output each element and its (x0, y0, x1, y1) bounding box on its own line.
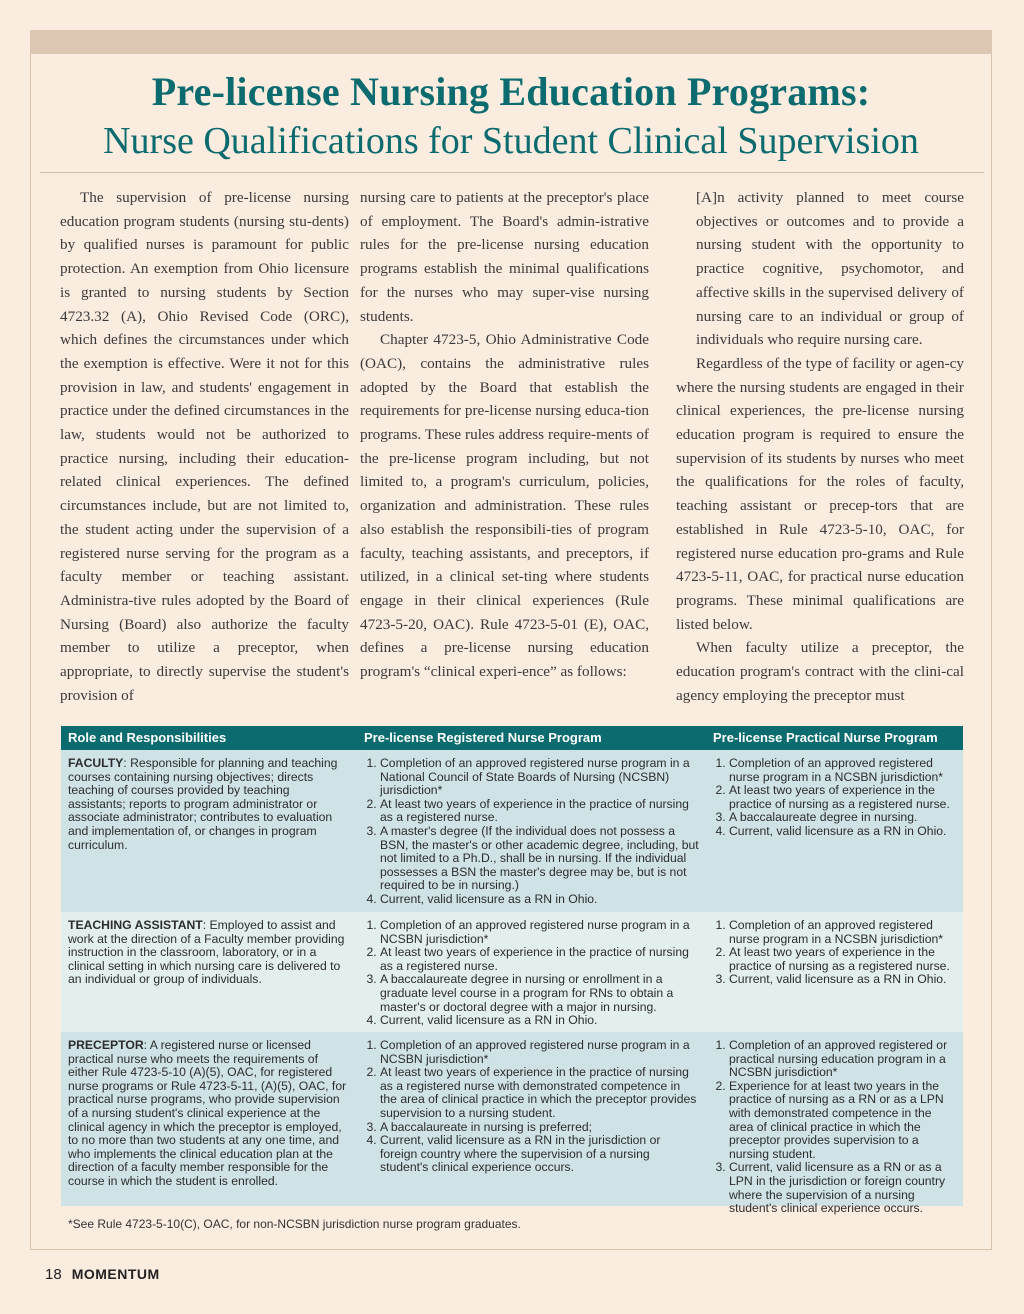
role-name: TEACHING ASSISTANT (68, 918, 203, 932)
list-item: 2. Experience for at least two years in the practice of nursing as a RN or as a LPN with demonstrated competence in the area of clinical practice in which the preceptor provides supervision to a nursing student. (729, 1080, 956, 1162)
list-item: 1. Completion of an approved registered or practical nursing education program in a NCSBN jurisdiction* (729, 1039, 956, 1080)
column-1 (60, 186, 349, 712)
list-item: 1. Completion of an approved registered nurse program in a NCSBN jurisdiction* (729, 757, 956, 784)
list-item: 1. Completion of an approved registered nurse program in a NCSBN jurisdiction* (380, 919, 699, 946)
title-divider (40, 172, 984, 173)
table-row (61, 1032, 963, 1216)
list-item: 2. At least two years of experience in the practice of nursing as a registered nurse. (729, 784, 956, 811)
header-role: Role and Responsibilities (68, 730, 227, 746)
rn-cell (357, 750, 706, 912)
role-cell (61, 750, 357, 912)
column-2 (360, 186, 649, 712)
list-item: 4. Current, valid licensure as a RN in Ohio. (380, 893, 699, 907)
paragraph: Regardless of the type of facility or agen-cy where the nursing students are engaged in their clinical experiences, the pre-license nursing education program is required to ensure the supervision of its students by nurses who meet the qualifications for the roles of faculty, teaching assistant or precep-tors that are established in Rule 4723-5-10, OAC, for registered nurse education pro-grams and Rule 4723-5-11, OAC, for practical nurse education programs. These minimal qualifications are listed below. (676, 354, 964, 633)
article-body (60, 186, 964, 712)
list-item: 1. Completion of an approved registered nurse program in a National Council of State Boards of Nursing (NCSBN) jurisdiction* (380, 757, 699, 798)
rn-cell (357, 912, 706, 1032)
role-description: : Employed to assist and work at the direction of a Faculty member providing instruction in the classroom, laboratory, or in a clinical setting in which nursing care is delivered to an individual or group of individuals. (68, 918, 345, 987)
list-item: 4. Current, valid licensure as a RN in Ohio. (729, 825, 956, 839)
pn-cell (706, 912, 963, 1032)
table-row (61, 912, 963, 1032)
list-item: 4. Current, valid licensure as a RN in the jurisdiction or foreign country where the supervision of a nursing student's clinical experience occurs. (380, 1134, 699, 1175)
paragraph: The supervision of pre-license nursing education program students (nursing stu-dents) by qualified nurses is paramount for public protection. An exemption from Ohio licensure is granted to nursing students by Section 4723.32 (A), Ohio Revised Code (ORC), which defines the circumstances under which the exemption is effective. Were it not for this provision in law, and students' engagement in practice under the defined circumstances in the law, students would not be authorized to practice nursing, including their education-related clinical experiences. The defined circumstances include, but are not limited to, the student acting under the supervision of a registered nurse serving for the program as a faculty member or teaching assistant. Administra-tive rules adopted by the Board of Nursing (Board) also authorize the faculty member to utilize a preceptor, when appropriate, to directly supervise the student's provision of (60, 189, 349, 704)
table-footnote: *See Rule 4723-5-10(C), OAC, for non-NCSBN jurisdiction nurse program graduates. (68, 1217, 521, 1231)
title-block (30, 66, 992, 164)
page-subtitle: Nurse Qualifications for Student Clinical Supervision (103, 120, 919, 162)
role-description: : A registered nurse or licensed practical nurse who meets the requirements of either Rule 4723-5-10 (A)(5), OAC, for registered nurse programs or Rule 4723-5-11, (A)(5), OAC, for practical nurse programs, who provide supervision of a nursing student's clinical experience at the clinical agency in which the preceptor is employed, to no more than two students at any one time, and who implements the clinical education plan at the direction of a faculty member responsible for the course in which the student is enrolled. (68, 1038, 347, 1188)
list-item: 3. Current, valid licensure as a RN in Ohio. (729, 973, 956, 987)
list-item: 1. Completion of an approved registered nurse program in a NCSBN jurisdiction* (729, 919, 956, 946)
paragraph: Chapter 4723-5, Ohio Administrative Code (OAC), contains the administrative rules adopted by the Board that establish the requirements for pre-license nursing educa-tion programs. These rules address require-ments of the pre-license program including, but not limited to, a program's curriculum, policies, organization and administration. These rules also establish the responsibili-ties of program faculty, teaching assistants, and preceptors, if utilized, in a clinical set-ting where students engage in their clinical experiences (Rule 4723-5-20, OAC). Rule 4723-5-01 (E), OAC, defines a pre-license nursing education program's “clinical experi-ence” as follows: (360, 331, 649, 681)
header-pn-program: Pre-license Practical Nurse Program (713, 730, 938, 746)
role-name: PRECEPTOR (68, 1038, 144, 1052)
page-title: Pre-license Nursing Education Programs: (151, 69, 871, 114)
column-3 (660, 186, 964, 712)
list-item: 4. Current, valid licensure as a RN in Ohio. (380, 1014, 699, 1028)
role-cell (61, 912, 357, 1032)
list-item: 3. A master's degree (If the individual does not possess a BSN, the master's or other academic degree, including, but not limited to a Ph.D., shall be in nursing. If the individual possesses a BSN the master's degree may be, but is not required to be in nursing.) (380, 825, 699, 893)
list-item: 3. A baccalaureate degree in nursing or enrollment in a graduate level course in a program for RNs to obtain a master's or doctoral degree with a major in nursing. (380, 973, 699, 1014)
pn-cell (706, 1032, 963, 1216)
qualifications-table (61, 726, 963, 1216)
role-description: : Responsible for planning and teaching courses containing nursing objectives; directs teaching of courses provided by teaching assistants; reports to program administrator or associate administrator; contributes to evaluation and implementation of, or changes in program curriculum. (68, 756, 338, 852)
list-item: 2. At least two years of experience in the practice of nursing as a registered nurse. (380, 798, 699, 825)
paragraph: nursing care to patients at the preceptor's place of employment. The Board's admin-istrative rules for the pre-license nursing education programs establish the minimal qualifications for the nurses who may super-vise nursing students. (360, 189, 649, 325)
pn-cell (706, 750, 963, 912)
paragraph: When faculty utilize a preceptor, the education program's contract with the clini-cal agency employing the preceptor must (676, 639, 964, 704)
page-footer (45, 1266, 160, 1283)
list-item: 1. Completion of an approved registered nurse program in a NCSBN jurisdiction* (380, 1039, 699, 1066)
page-number: 18 (45, 1266, 62, 1283)
block-quote: [A]n activity planned to meet course objectives or outcomes and to provide a nursing student with the opportunity to practice cognitive, psychomotor, and affective skills in the supervised delivery of nursing care to an individual or group of individuals who require nursing care. (696, 189, 964, 349)
publication-name: MOMENTUM (71, 1266, 160, 1282)
rn-cell (357, 1032, 706, 1206)
header-rn-program: Pre-license Registered Nurse Program (364, 730, 602, 746)
list-item: 3. Current, valid licensure as a RN or as a LPN in the jurisdiction or foreign country where the supervision of a nursing student's clinical experience occurs. (729, 1161, 956, 1215)
list-item: 3. A baccalaureate in nursing is preferred; (380, 1121, 699, 1135)
role-cell (61, 1032, 357, 1206)
top-bar (30, 30, 992, 54)
table-header (61, 726, 963, 750)
list-item: 3. A baccalaureate degree in nursing. (729, 811, 956, 825)
list-item: 2. At least two years of experience in the practice of nursing as a registered nurse. (729, 946, 956, 973)
list-item: 2. At least two years of experience in the practice of nursing as a registered nurse with demonstrated competence in the area of clinical practice in which the preceptor provides supervision to a nursing student. (380, 1066, 699, 1120)
list-item: 2. At least two years of experience in the practice of nursing as a registered nurse. (380, 946, 699, 973)
role-name: FACULTY (68, 756, 124, 770)
table-row (61, 750, 963, 912)
